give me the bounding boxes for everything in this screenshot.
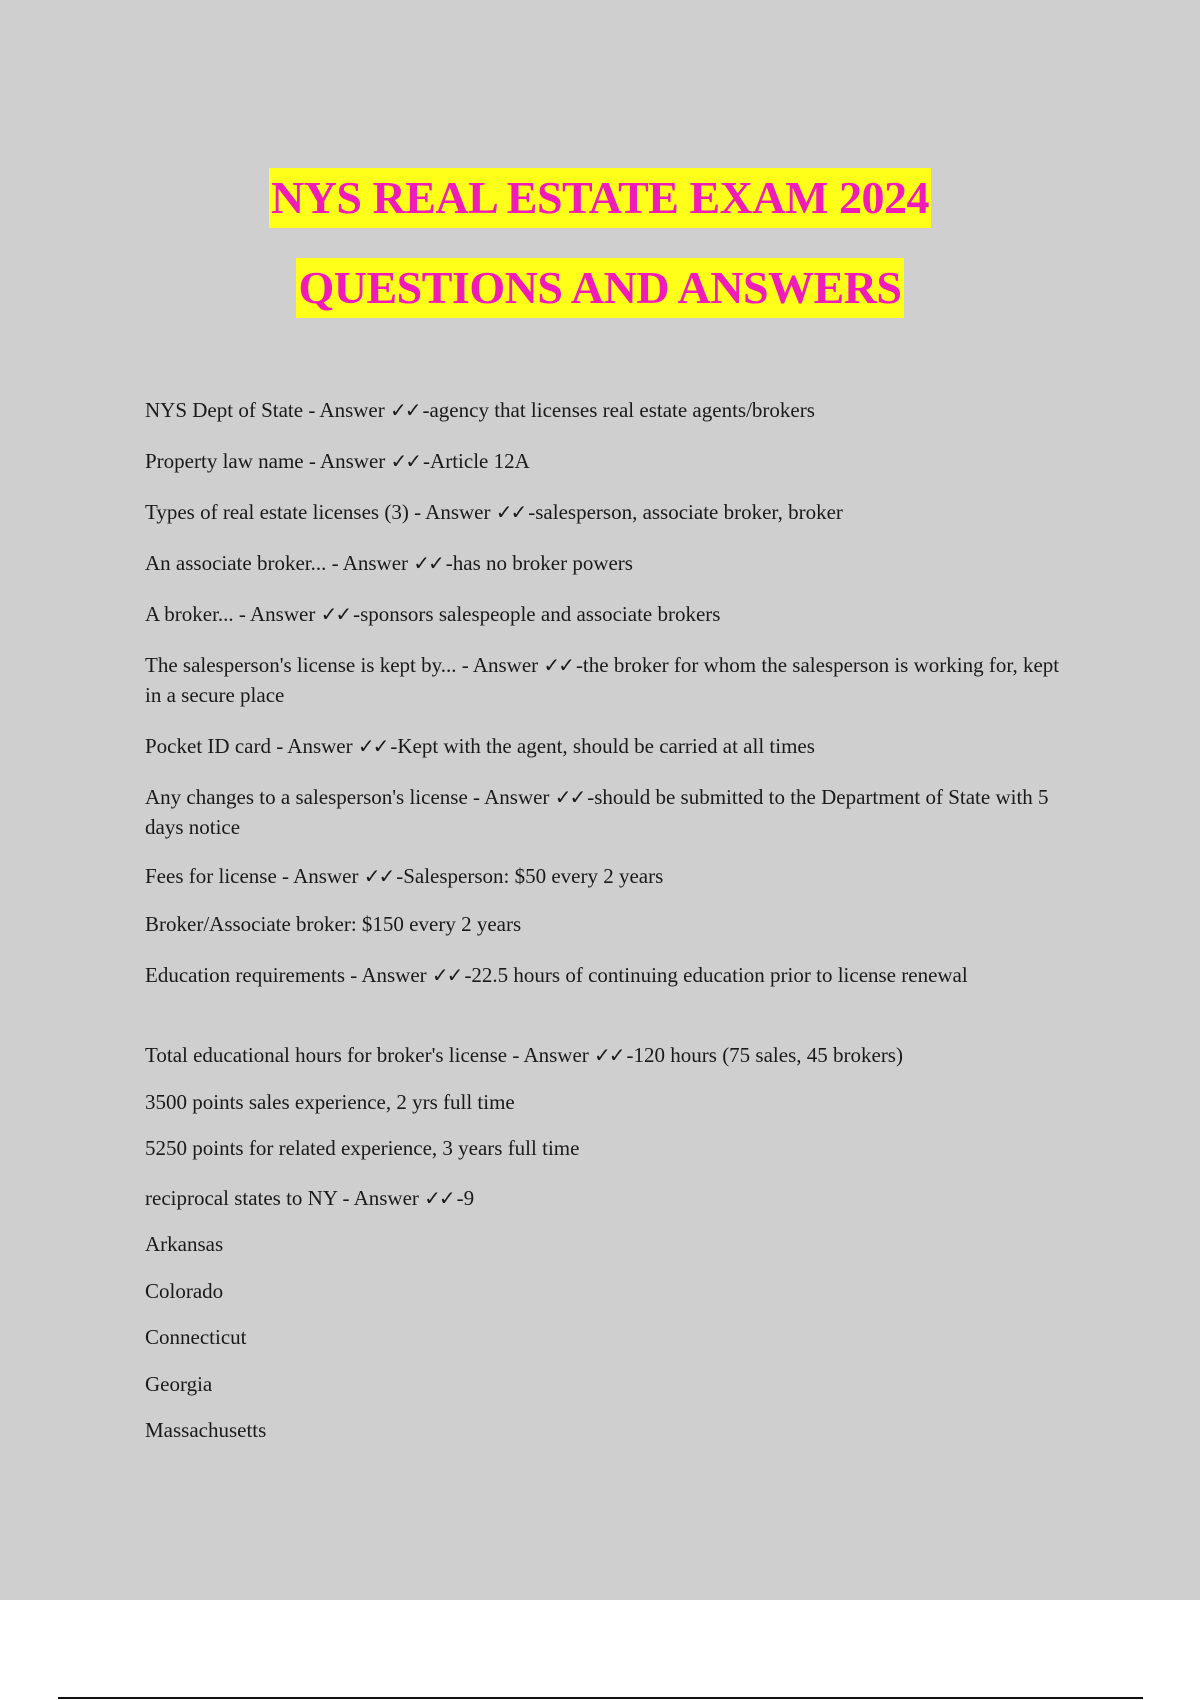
double-check-icon: ✓✓ [320,602,351,626]
double-check-icon: ✓✓ [594,1043,624,1067]
qa-item-broker: A broker... - Answer ✓✓ -sponsors salespeople and associate brokers [145,602,721,626]
double-check-icon: ✓✓ [389,398,420,422]
double-check-icon: ✓✓ [495,500,526,524]
double-check-icon: ✓✓ [357,734,388,758]
qa-item-dept-of-state: NYS Dept of State - Answer ✓✓ -agency that licenses real estate agents/brokers [145,398,815,422]
qa-item-reciprocal-states: reciprocal states to NY - Answer ✓✓ -9 [145,1186,475,1210]
double-check-icon: ✓✓ [431,963,462,987]
qa-item-broker-hours: Total educational hours for broker's license - Answer ✓✓ -120 hours (75 sales, 45 brokers) [145,1043,903,1067]
text-line-sales-points: 3500 points sales experience, 2 yrs full time [145,1090,515,1114]
title-line-2: QUESTIONS AND ANSWERS [296,258,903,318]
state-arkansas: Arkansas [145,1232,224,1256]
state-colorado: Colorado [145,1279,224,1303]
text-line-related-points: 5250 points for related experience, 3 years full time [145,1136,580,1160]
qa-item-license-fees: Fees for license - Answer ✓✓ -Salesperson: $50 every 2 years [145,864,664,888]
double-check-icon: ✓✓ [543,653,573,677]
state-georgia: Georgia [145,1372,213,1396]
double-check-icon: ✓✓ [554,785,585,809]
footer-divider [58,1697,1143,1699]
state-connecticut: Connecticut [145,1325,247,1349]
state-massachusetts: Massachusetts [145,1418,267,1442]
qa-item-license-types: Types of real estate licenses (3) - Answer ✓✓ -salesperson, associate broker, broker [145,500,843,524]
qa-item-associate-broker: An associate broker... - Answer ✓✓ -has no broker powers [145,551,633,575]
double-check-icon: ✓✓ [363,864,394,888]
document-title [0,168,1200,348]
qa-item-license-changes: Any changes to a salesperson's license - Answer ✓✓ -should be submitted to the Department of State with 5 days notice [145,785,1049,839]
qa-item-pocket-id: Pocket ID card - Answer ✓✓ -Kept with the agent, should be carried at all times [145,734,815,758]
qa-item-property-law: Property law name - Answer ✓✓ -Article 12A [145,449,530,473]
double-check-icon: ✓✓ [424,1186,454,1210]
double-check-icon: ✓✓ [413,551,443,575]
double-check-icon: ✓✓ [390,449,421,473]
qa-item-education: Education requirements - Answer ✓✓ -22.5 hours of continuing education prior to license renewal [145,963,968,987]
title-line-1: NYS REAL ESTATE EXAM 2024 [269,168,931,228]
qa-item-license-kept-by: The salesperson's license is kept by... - Answer ✓✓ -the broker for whom the salesperson is working for, kept in a secure place [145,653,1060,707]
text-line-broker-fees: Broker/Associate broker: $150 every 2 years [145,912,522,936]
